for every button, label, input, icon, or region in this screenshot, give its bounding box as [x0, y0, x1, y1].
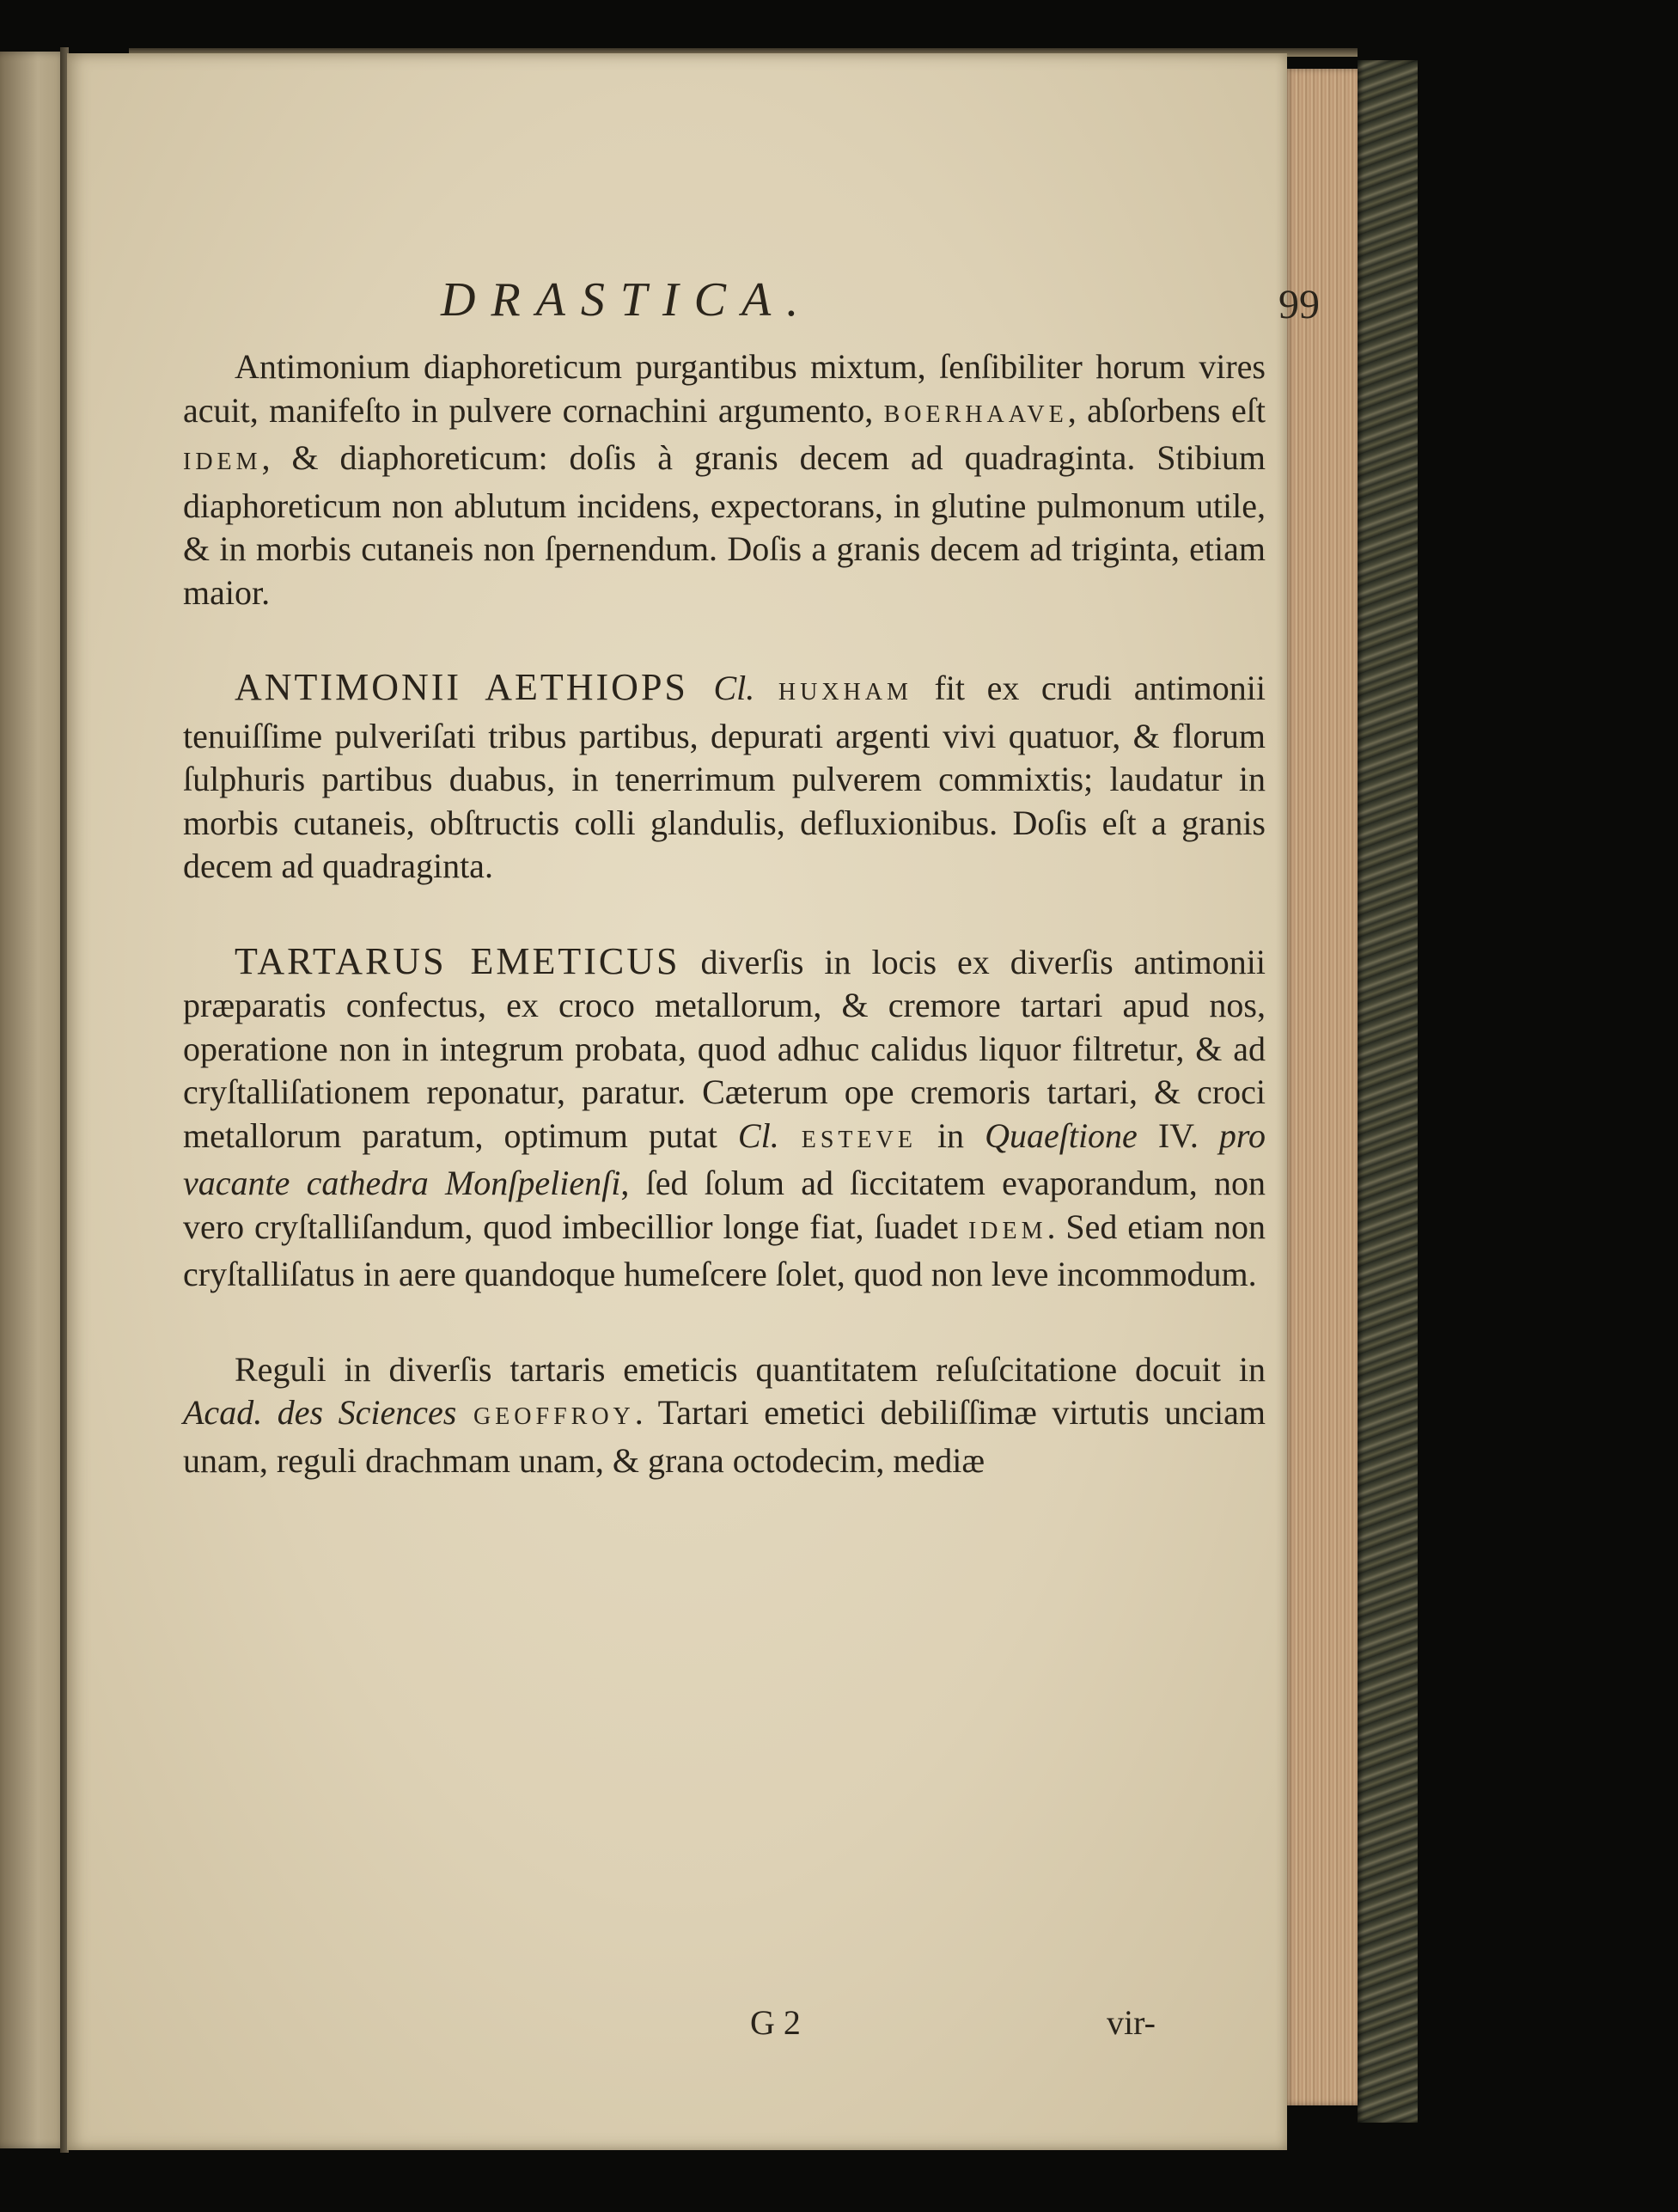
running-title: DRASTICA.: [441, 273, 815, 327]
text-run: diverſis in locis ex diverſis antimonii præparatis confectus, ex croco metallorum, & cremore tartari apud nos, operatione non in integrum probata, quod adhuc calidus liquor filtretur, & ad cryſtalliſationem reponatur, paratur. Cæterum ope cremoris tartari, & croci metallorum paratum, optimum putat: [183, 942, 1266, 1155]
text-run: . Sed etiam non cryſtalliſatus in aere quandoque humeſcere ſolet, quod non leve incommodum.: [183, 1207, 1266, 1293]
page-footer: [67, 2002, 1287, 2045]
page-header: [67, 272, 1320, 333]
author-name: GEOFFROY: [456, 1403, 635, 1430]
entry-heading: ANTIMONII AETHIOPS: [235, 666, 714, 708]
text-italic: Cl.: [713, 669, 755, 707]
text-run: . Tartari emetici debiliſſimæ virtutis unciam unam, reguli drachmam unam, & grana octodecim, mediæ: [183, 1393, 1266, 1480]
page-block-edge: [1284, 69, 1366, 2105]
text-run: , ſed ſolum ad ſiccitatem evaporandum, non vero cryſtalliſandum, quod imbecillior longe fiat, ſuadet: [183, 1164, 1266, 1246]
author-name: HUXHAM: [754, 679, 912, 706]
text-run: , abſorbens eſt: [1067, 390, 1266, 430]
entry-heading: TARTARUS EMETICUS: [235, 939, 680, 982]
text-run: in: [916, 1115, 985, 1155]
text-run: Antimonium diaphoreticum purgantibus mixtum, ſenſibiliter horum vires acuit, manifeſto in pulvere cornachini argumento,: [183, 347, 1266, 430]
signature-mark: G 2: [750, 2003, 801, 2042]
page-body: [183, 345, 1266, 1534]
text-run: IV.: [1137, 1115, 1219, 1155]
text-run: fit ex crudi antimonii tenuiſſime pulveriſati tribus partibus, depurati argenti vivi quatuor, & florum ſulphuris partibus duabus, in tenerrimum pulverem commixtis; laudatur in morbis cutaneis, obſtructis colli glandulis, defluxionibus. Doſis eſt a granis decem ad quadraginta.: [183, 669, 1266, 885]
text-italic: Quaeſtione: [985, 1115, 1138, 1155]
author-name: IDEM: [967, 1217, 1047, 1244]
author-name: ESTEVE: [778, 1126, 917, 1153]
paragraph: [183, 345, 1266, 614]
text-run: , & diaphoreticum: doſis à granis decem ad quadraginta. Stibium diaphoreticum non ablutum incidens, expectorans, in glutine pulmonum utile, & in morbis cutaneis non ſpernendum. Doſis a granis decem ad triginta, etiam maior.: [183, 438, 1266, 612]
left-leaf-edge: [0, 52, 69, 2148]
paragraph: [183, 666, 1266, 889]
paragraph: [183, 940, 1266, 1297]
text-run: Reguli in diverſis tartaris emeticis quantitatem reſuſcitatione docuit in: [235, 1349, 1266, 1389]
book-page: [67, 53, 1320, 2150]
catchword: vir-: [1107, 2003, 1156, 2042]
text-italic: pro vacante cathedra Monſpelienſi: [183, 1115, 1266, 1202]
text-italic: Acad. des Sciences: [183, 1393, 457, 1432]
marbled-cover: [1358, 60, 1418, 2123]
page-number: 99: [1278, 282, 1320, 327]
paragraph: [183, 1348, 1266, 1483]
text-italic: Cl.: [737, 1115, 779, 1155]
author-name: BOERHAAVE: [883, 400, 1068, 428]
author-name: IDEM: [183, 449, 262, 475]
